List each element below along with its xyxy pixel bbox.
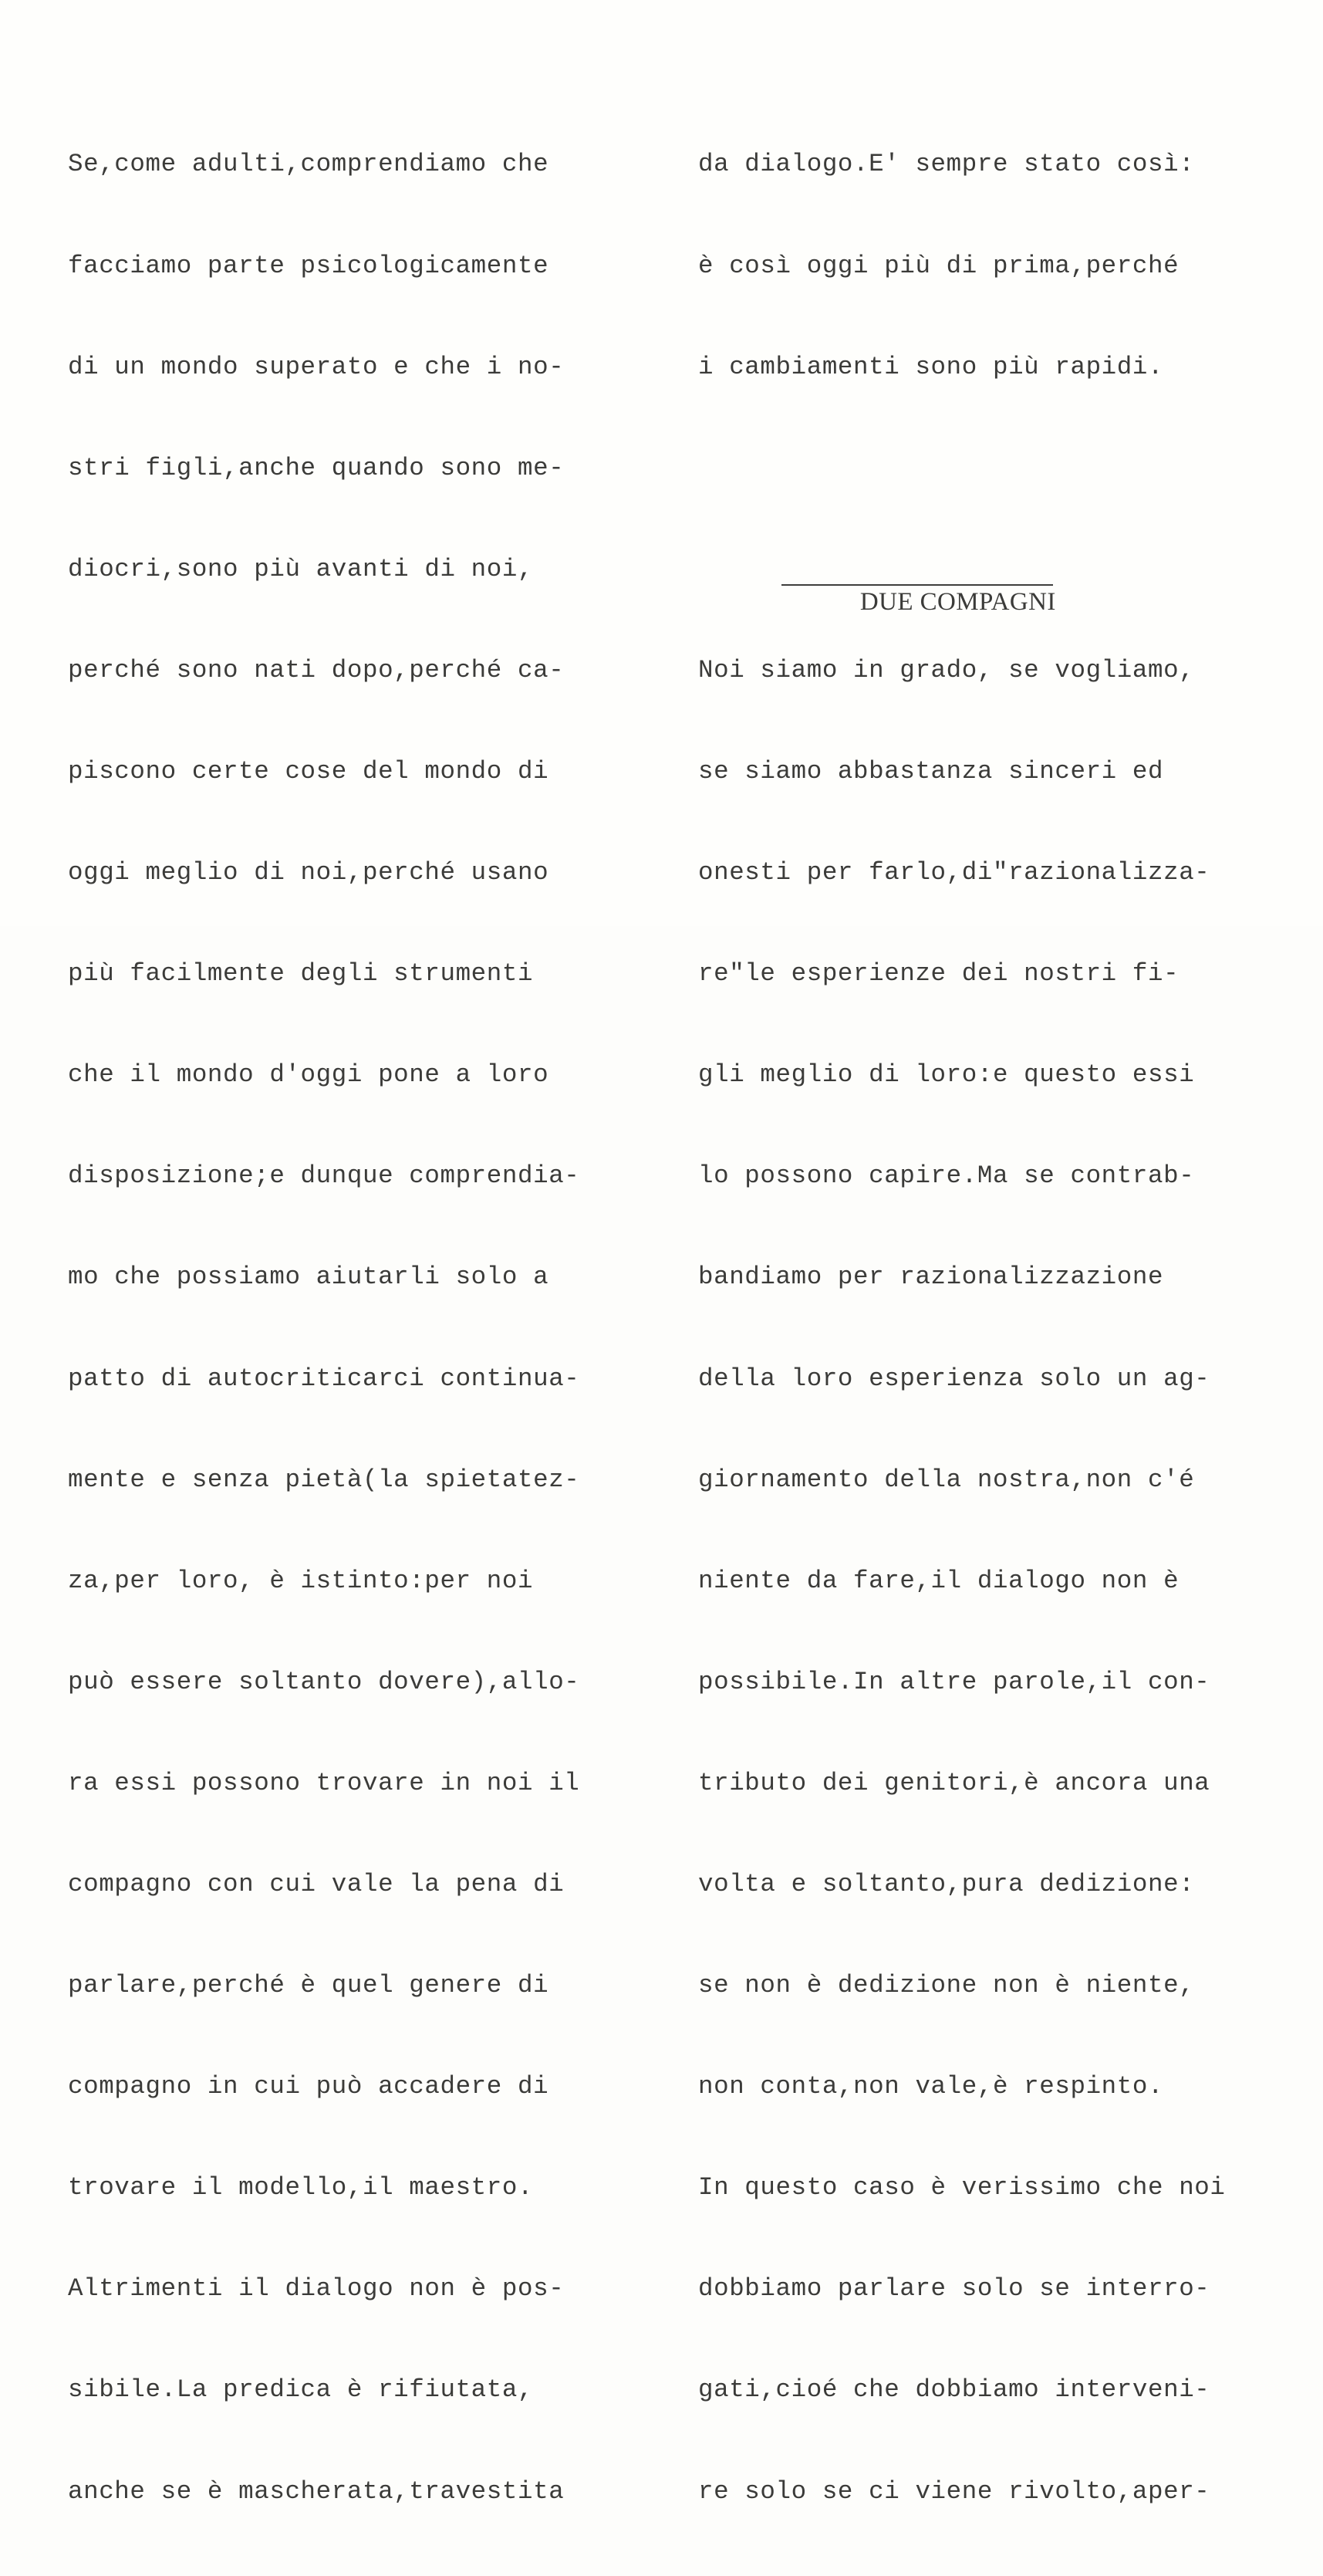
text-line: parlare,perché è quel genere di bbox=[68, 1971, 549, 2000]
text-line: facciamo parte psicologicamente bbox=[68, 251, 549, 280]
text-line: mente e senza pietà(la spietatez- bbox=[68, 1465, 580, 1494]
text-line: può essere soltanto dovere),allo- bbox=[68, 1667, 580, 1696]
text-line: re"le esperienze dei nostri fi- bbox=[698, 959, 1180, 989]
text-line: patto di autocriticarci continua- bbox=[68, 1364, 580, 1393]
text-line: anche se è mascherata,travestita bbox=[68, 2476, 565, 2506]
text-line: za,per loro, è istinto:per noi bbox=[68, 1566, 534, 1595]
text-line: da dialogo.E' sempre stato così: bbox=[698, 150, 1195, 179]
text-line: non conta,non vale,è respinto. bbox=[698, 2072, 1164, 2101]
text-line: Altrimenti il dialogo non è pos- bbox=[68, 2274, 565, 2304]
text-line: onesti per farlo,di"razionalizza- bbox=[698, 858, 1210, 887]
text-line: gli meglio di loro:e questo essi bbox=[698, 1060, 1195, 1090]
text-line: bandiamo per razionalizzazione bbox=[698, 1263, 1164, 1292]
text-line: re solo se ci viene rivolto,aper- bbox=[698, 2476, 1210, 2506]
text-line: se siamo abbastanza sinceri ed bbox=[698, 756, 1164, 786]
text-line: Se,come adulti,comprendiamo che bbox=[68, 150, 549, 179]
text-line: giornamento della nostra,non c'é bbox=[698, 1465, 1195, 1494]
text-line: i cambiamenti sono più rapidi. bbox=[698, 352, 1164, 381]
text-line: In questo caso è verissimo che noi bbox=[698, 2173, 1226, 2202]
heading-underline bbox=[781, 584, 1053, 586]
text-line: oggi meglio di noi,perché usano bbox=[68, 858, 549, 887]
text-line: lo possono capire.Ma se contrab- bbox=[698, 1161, 1195, 1191]
text-line: gati,cioé che dobbiamo interveni- bbox=[698, 2375, 1210, 2405]
text-line: volta e soltanto,pura dedizione: bbox=[698, 1870, 1195, 1898]
text-line: piscono certe cose del mondo di bbox=[68, 756, 549, 786]
text-line: perché sono nati dopo,perché ca- bbox=[68, 655, 565, 685]
section-heading bbox=[698, 553, 1226, 617]
blank-line bbox=[698, 451, 1226, 485]
right-text-column bbox=[698, 80, 1226, 2576]
left-text-column bbox=[68, 80, 579, 2576]
text-line: compagno in cui può accadere di bbox=[68, 2072, 549, 2101]
text-line: stri figli,anche quando sono me- bbox=[68, 453, 565, 482]
section-heading-text: DUE COMPAGNI bbox=[859, 588, 1056, 617]
text-line: dobbiamo parlare solo se interro- bbox=[698, 2274, 1210, 2304]
text-line: trovare il modello,il maestro. bbox=[68, 2173, 534, 2202]
text-line: di un mondo superato e che i no- bbox=[68, 352, 565, 381]
text-line: niente da fare,il dialogo non è bbox=[698, 1566, 1180, 1595]
text-line: diocri,sono più avanti di noi, bbox=[68, 554, 534, 583]
text-line: ra essi possono trovare in noi il bbox=[68, 1768, 580, 1797]
text-line: se non è dedizione non è niente, bbox=[698, 1971, 1195, 2000]
text-line: che il mondo d'oggi pone a loro bbox=[68, 1060, 549, 1090]
text-line: più facilmente degli strumenti bbox=[68, 959, 534, 989]
text-line: disposizione;e dunque comprendia- bbox=[68, 1161, 580, 1191]
text-line: della loro esperienza solo un ag- bbox=[698, 1364, 1210, 1393]
text-line: tributo dei genitori,è ancora una bbox=[698, 1768, 1210, 1797]
text-line: è così oggi più di prima,perché bbox=[698, 251, 1180, 280]
text-line: possibile.In altre parole,il con- bbox=[698, 1667, 1210, 1696]
text-line: sibile.La predica è rifiutata, bbox=[68, 2375, 534, 2405]
text-line: compagno con cui vale la pena di bbox=[68, 1870, 565, 1898]
text-line: mo che possiamo aiutarli solo a bbox=[68, 1263, 549, 1292]
text-line: Noi siamo in grado, se vogliamo, bbox=[698, 655, 1195, 685]
